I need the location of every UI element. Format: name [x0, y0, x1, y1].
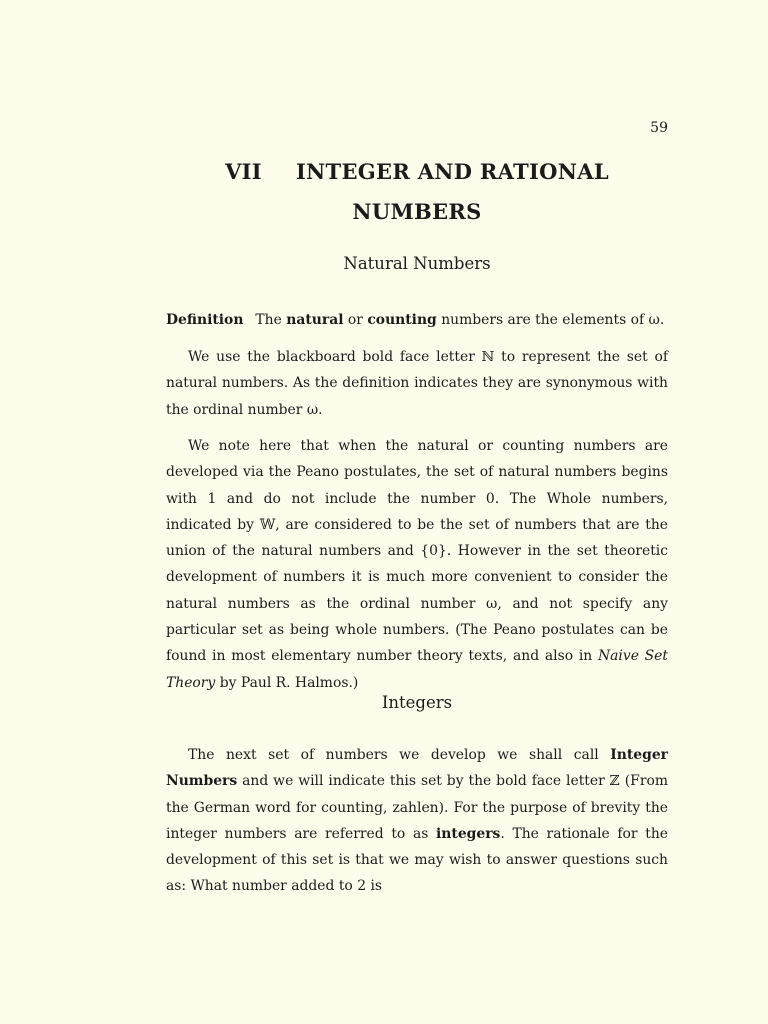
definition-text: numbers are the elements of ω.: [436, 312, 665, 328]
term-natural: natural: [286, 312, 344, 328]
paragraph-text: The next set of numbers we develop we shall call: [188, 747, 611, 763]
section-heading-integers: Integers: [381, 693, 453, 712]
chapter-title: INTEGER AND RATIONAL NUMBERS: [295, 159, 609, 224]
definition-label: Definition: [166, 312, 244, 328]
paragraph-integers: [166, 742, 668, 900]
paragraph-text: . The rationale for the development of this set is that we may wish to answer questions such as: What number added to 2 is: [166, 825, 668, 895]
paragraph-text: We note here that when the natural or counting numbers are developed via the Peano postulates, the set of natural numbers begins with 1 and do not include the number 0. The Whole numbers, indicated by 𝕎, are considered to be the set of numbers that are the union of the natural numbers and {0}. However in the set theoretic development of numbers it is much more convenient to consider the natural numbers as the ordinal number ω, and not specify any particular set as being whole numbers. (The Peano postulates can be found in most elementary number theory texts, and also in: [166, 438, 668, 665]
term-integers: integers: [436, 825, 501, 842]
definition-paragraph: [166, 307, 668, 333]
paragraph-blackboard-bold: We use the blackboard bold face letter ℕ to represent the set of natural numbers. As the definition indicates they are synonymous with the ordinal number ω.: [166, 349, 668, 418]
book-title: Naive Set Theory: [166, 648, 668, 691]
paragraph-text: and we will indicate this set by the bold face letter ℤ (From the German word for counting, zahlen). For the purpose of brevity the integer numbers are referred to as: [166, 773, 668, 842]
chapter-number: VII: [225, 159, 262, 184]
definition-text: The: [255, 312, 287, 328]
term-integer-numbers: Integer Numbers: [166, 747, 668, 790]
paragraph-peano-postulates: [166, 433, 668, 696]
term-counting: counting: [367, 312, 437, 328]
paragraph-text: by Paul R. Halmos.): [215, 674, 359, 691]
chapter-heading: [166, 152, 668, 232]
section-heading-natural-numbers: Natural Numbers: [343, 254, 491, 273]
page-number: 59: [650, 120, 668, 136]
definition-text: or: [343, 312, 368, 328]
